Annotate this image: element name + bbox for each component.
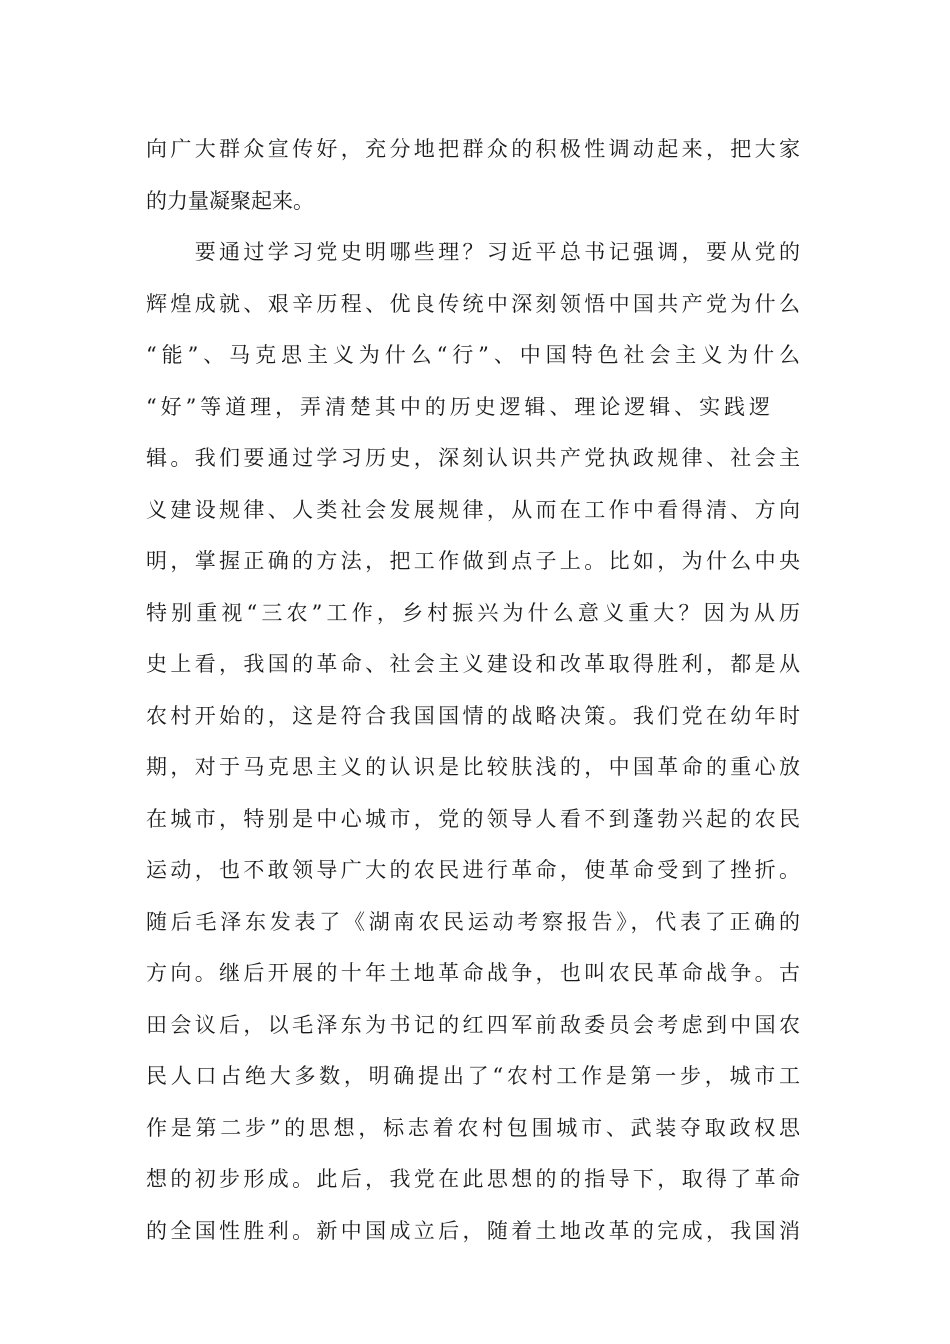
text-line: 期，对于马克思主义的认识是比较肤浅的，中国革命的重心放 [146,755,800,779]
text-line: 运动，也不敢领导广大的农民进行革命，使革命受到了挫折。 [146,858,800,882]
text-line: 的力量凝聚起来。 [146,188,314,213]
text-line: 辉煌成就、艰辛历程、优良传统中深刻领悟中国共产党为什么 [146,291,800,316]
text-line: 想的初步形成。此后，我党在此思想的的指导下，取得了革命 [146,1167,800,1191]
body-text [146,124,800,1257]
text-line: 随后毛泽东发表了《湖南农民运动考察报告》，代表了正确的 [146,909,800,934]
text-line: 要通过学习党史明哪些理？习近平总书记强调，要从党的 [146,240,800,264]
text-line: 农村开始的，这是符合我国国情的战略决策。我们党在幼年时 [146,703,800,728]
text-line: 义建设规律、人类社会发展规律，从而在工作中看得清、方向 [146,497,800,522]
text-line: “好”等道理，弄清楚其中的历史逻辑、理论逻辑、实践逻 [146,394,770,419]
text-line: 方向。继后开展的十年土地革命战争，也叫农民革命战争。古 [146,961,800,985]
text-line: 明，掌握正确的方法，把工作做到点子上。比如，为什么中央 [146,549,800,573]
text-line: 特别重视“三农”工作，乡村振兴为什么意义重大？因为从历 [146,600,800,625]
text-line: 的全国性胜利。新中国成立后，随着土地改革的完成，我国消 [146,1218,800,1243]
text-line: 田会议后，以毛泽东为书记的红四军前敌委员会考虑到中国农 [146,1012,800,1037]
text-line: “能”、马克思主义为什么“行”、中国特色社会主义为什么 [146,343,800,367]
text-line: 民人口占绝大多数，明确提出了“农村工作是第一步，城市工 [146,1064,800,1088]
text-line: 向广大群众宣传好，充分地把群众的积极性调动起来，把大家 [146,137,800,161]
text-line: 史上看，我国的革命、社会主义建设和改革取得胜利，都是从 [146,652,800,676]
text-line: 作是第二步”的思想，标志着农村包围城市、武装夺取政权思 [146,1115,800,1140]
text-line: 在城市，特别是中心城市，党的领导人看不到蓬勃兴起的农民 [146,806,800,831]
text-line: 辑。我们要通过学习历史，深刻认识共产党执政规律、社会主 [146,446,800,470]
